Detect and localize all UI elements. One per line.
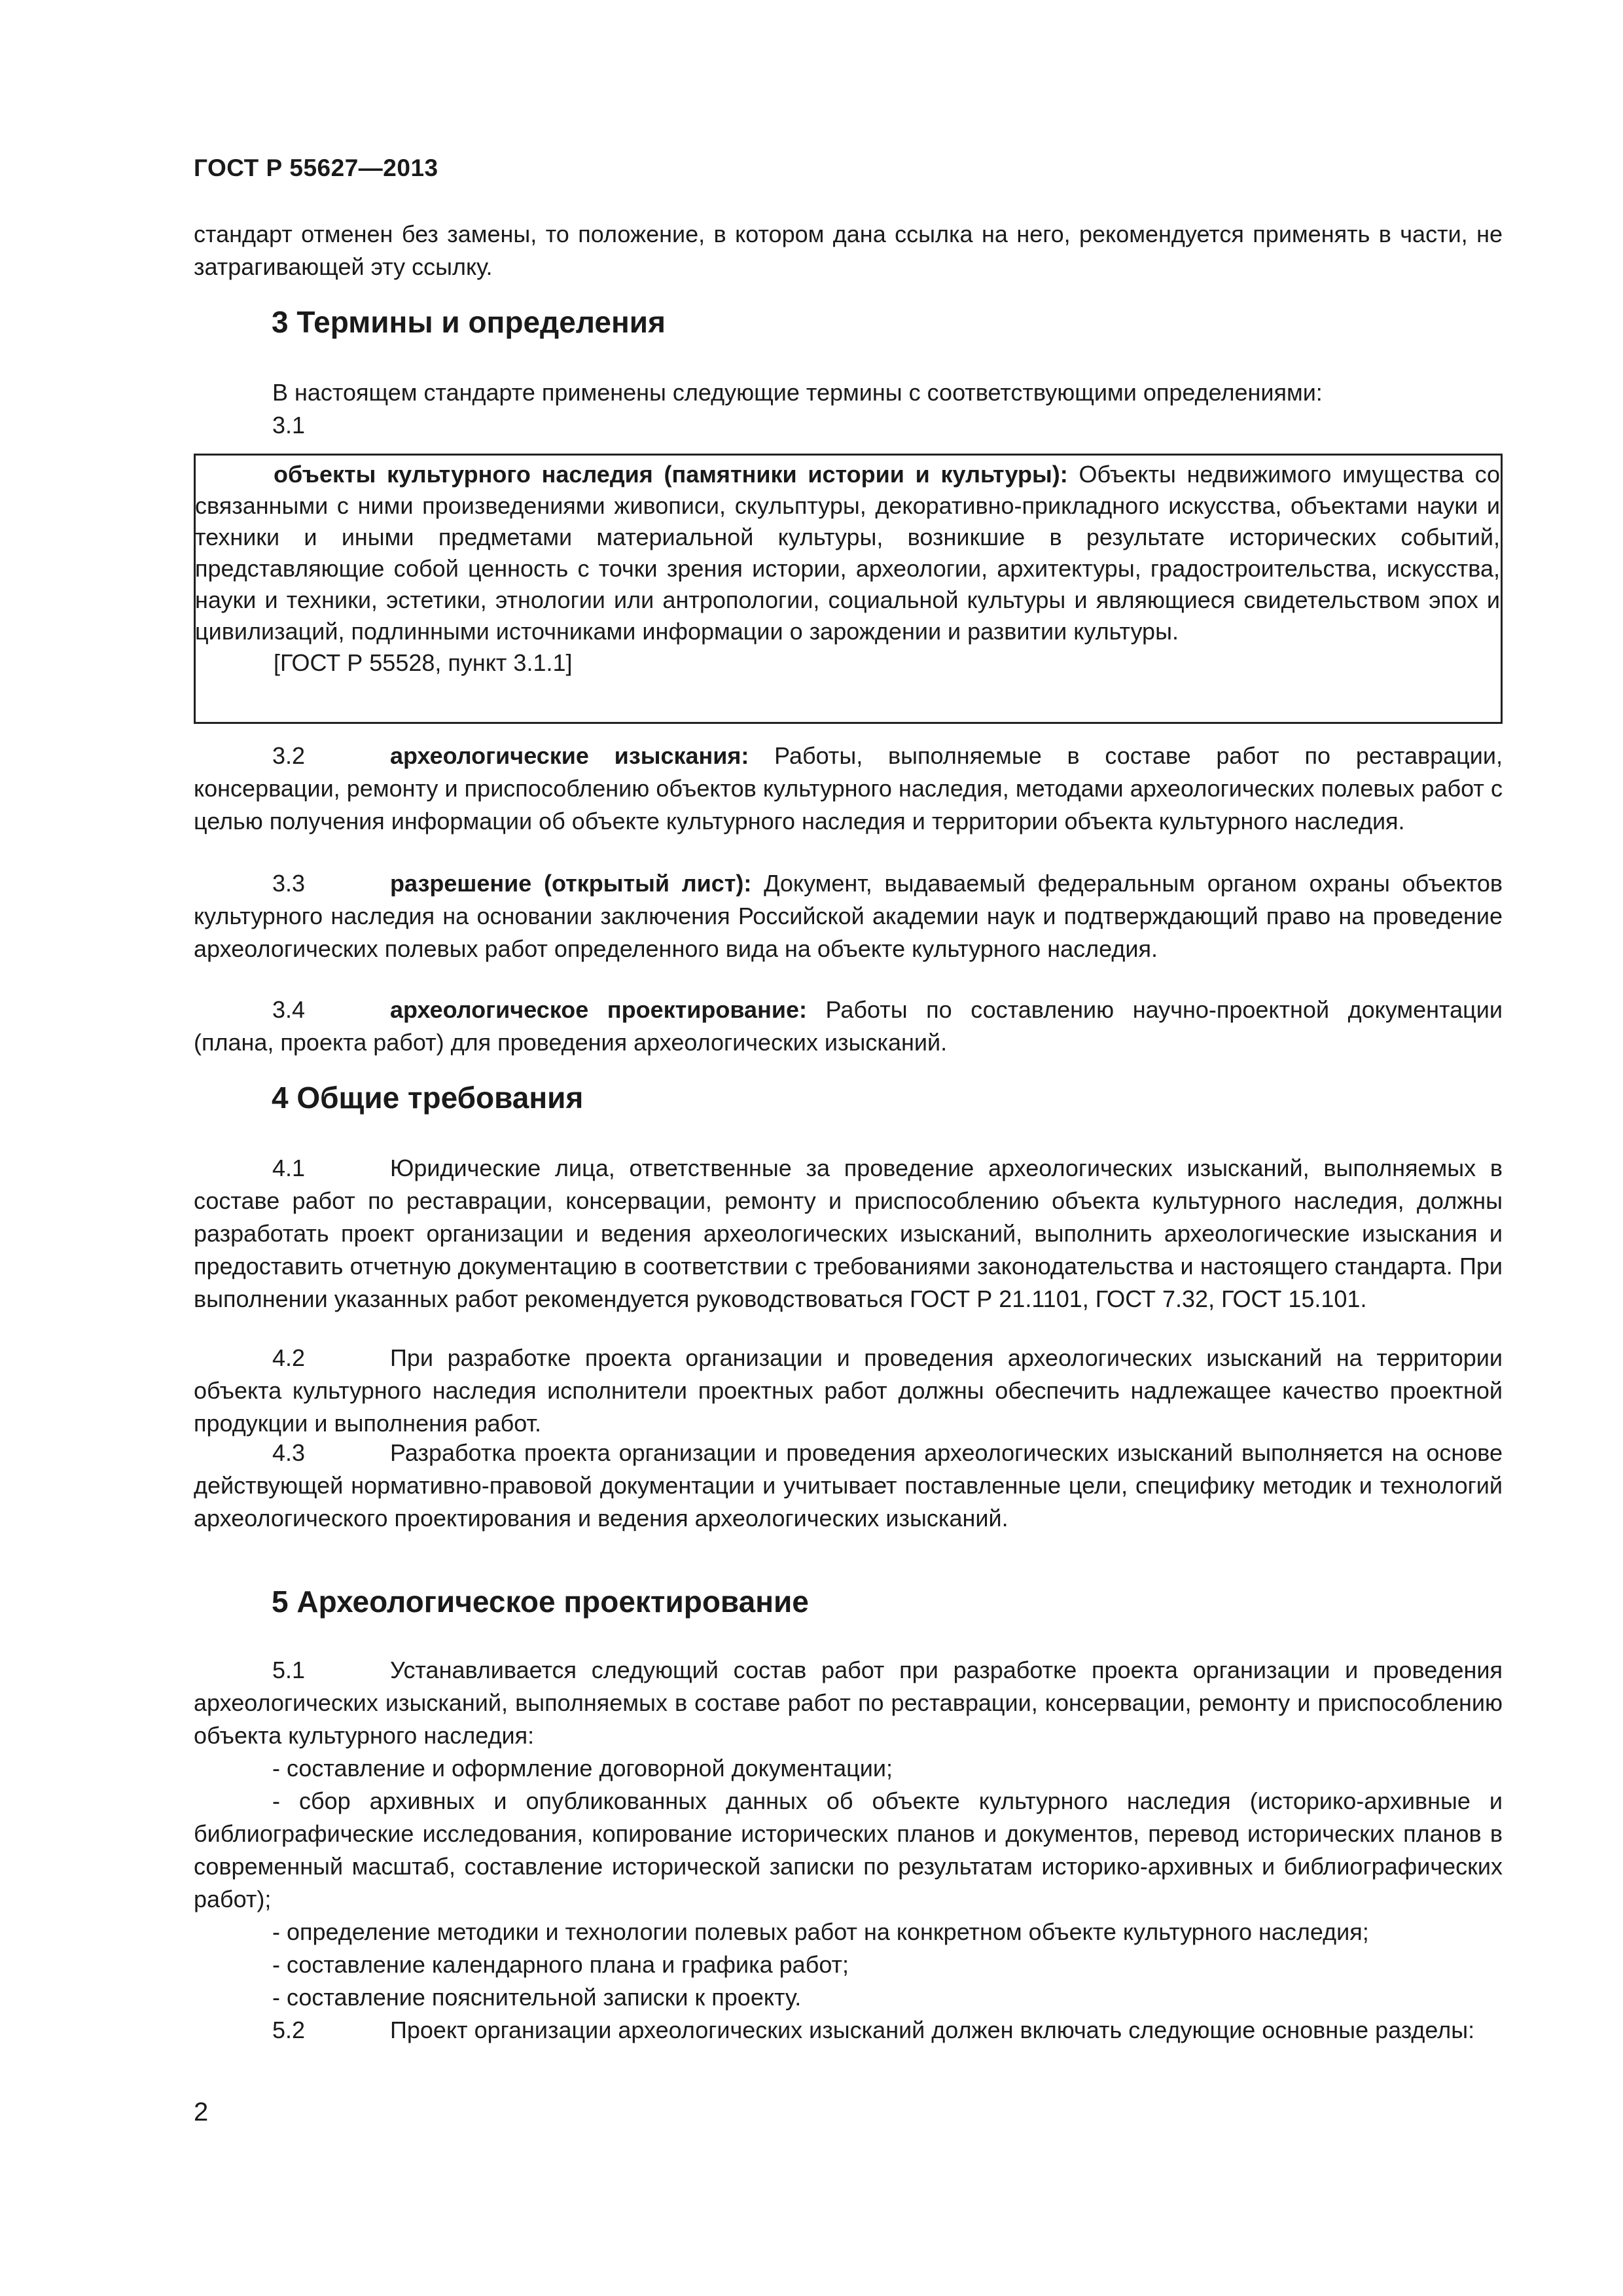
clause-4-2 (194, 1342, 1503, 1440)
section-3-lead: В настоящем стандарте применены следующие термины с соответствующими определениями: (272, 379, 1323, 406)
clause-4-2-number: 4.2 (272, 1344, 306, 1371)
section-4-title: 4 Общие требования (272, 1081, 584, 1115)
list-item: - составление календарного плана и графика работ; (272, 1951, 849, 1978)
term-3-1-text: Объекты недвижимого имущества со связанными с ними произведениями живописи, скульптуры, декоративно-прикладного искусства, объектами науки и техники и иными предметами материальной культуры, возникшие в результате исторических событий, представляющие собой ценность с точки зрения истории, археологии, архитектуры, градостроительства, искусства, науки и техники, эстетики, этнологии или антропологии, социальной культуры и являющиеся свидетельством эпох и цивилизаций, подлинными источниками информации о зарождении и развитии культуры. (195, 461, 1501, 645)
list-item: - сбор архивных и опубликованных данных об объекте культурного наследия (историко-архивные и библиографические исследования, копирование исторических планов и документов, перевод исторических планов в современный масштаб, составление исторической записки по результатам историко-архивных и библиографических работ); (194, 1787, 1503, 1912)
list-item: - составление и оформление договорной документации; (272, 1755, 893, 1782)
clause-5-2 (194, 2014, 1503, 2047)
clause-5-2-text: Проект организации археологических изысканий должен включать следующие основные разделы: (390, 2017, 1475, 2043)
document-header: ГОСТ Р 55627—2013 (194, 154, 438, 181)
section-5-title: 5 Археологическое проектирование (272, 1585, 809, 1619)
page-number: 2 (194, 2098, 209, 2126)
term-3-3-term: разрешение (открытый лист): (390, 870, 752, 897)
term-3-1-term: объекты культурного наследия (памятники истории и культуры): (274, 461, 1068, 488)
term-3-2-term: археологические изыскания: (390, 742, 749, 769)
term-3-2 (194, 740, 1503, 838)
term-3-4-term: археологическое проектирование: (390, 996, 807, 1023)
intro-paragraph: стандарт отменен без замены, то положение, в котором дана ссылка на него, рекомендуется применять в части, не затрагивающей эту ссылку. (194, 221, 1503, 280)
clause-4-3 (194, 1437, 1503, 1535)
clause-5-1 (194, 1654, 1503, 1752)
clause-5-1-number: 5.1 (272, 1657, 306, 1683)
term-3-2-text: Работы, выполняемые в составе работ по реставрации, консервации, ремонту и приспособлению объектов культурного наследия, методами археологических полевых работ с целью получения информации об объекте культурного наследия и территории объекта культурного наследия. (194, 742, 1503, 834)
term-3-4 (194, 994, 1503, 1059)
clause-5-1-text: Устанавливается следующий состав работ при разработке проекта организации и проведения археологических изысканий, выполняемых в составе работ по реставрации, консервации, ремонту и приспособлению объекта культурного наследия: (194, 1657, 1503, 1749)
term-3-1-number: 3.1 (272, 412, 306, 439)
term-3-1-reference: [ГОСТ Р 55528, пункт 3.1.1] (274, 649, 573, 676)
term-3-4-number: 3.4 (272, 996, 306, 1023)
clause-4-3-number: 4.3 (272, 1439, 306, 1466)
list-item: - составление пояснительной записки к проекту. (272, 1984, 802, 2011)
section-3-title: 3 Термины и определения (272, 305, 666, 339)
clause-5-2-number: 5.2 (272, 2017, 306, 2043)
term-3-4-text: Работы по составлению научно-проектной документации (плана, проекта работ) для проведения археологических изысканий. (194, 996, 1503, 1056)
term-3-3 (194, 867, 1503, 965)
term-3-2-number: 3.2 (272, 742, 306, 769)
term-3-3-text: Документ, выдаваемый федеральным органом охраны объектов культурного наследия на основании заключения Российской академии наук и подтверждающий право на проведение археологических полевых работ определенного вида на объекте культурного наследия. (194, 870, 1503, 962)
clause-4-1-text: Юридические лица, ответственные за проведение археологических изысканий, выполняемых в составе работ по реставрации, консервации, ремонту и приспособлению объекта культурного наследия, должны разработать проект организации и ведения археологических изысканий, выполнить археологические изыскания и предоставить отчетную документацию в соответствии с требованиями законодательства и настоящего стандарта. При выполнении указанных работ рекомендуется руководствоваться ГОСТ Р 21.1101, ГОСТ 7.32, ГОСТ 15.101. (194, 1155, 1503, 1312)
clause-4-1 (194, 1152, 1503, 1316)
clause-4-3-text: Разработка проекта организации и проведения археологических изысканий выполняется на основе действующей нормативно-правовой документации и учитывает поставленные цели, специфику методик и технологий археологического проектирования и ведения археологических изысканий. (194, 1439, 1503, 1532)
clause-4-1-number: 4.1 (272, 1155, 306, 1181)
term-3-3-number: 3.3 (272, 870, 306, 897)
list-item: - определение методики и технологии полевых работ на конкретном объекте культурного наследия; (272, 1918, 1369, 1945)
clause-5-1-block (194, 1654, 1503, 2047)
term-3-1-definition (195, 459, 1500, 679)
clause-4-2-text: При разработке проекта организации и проведения археологических изысканий на территории объекта культурного наследия исполнители проектных работ должны обеспечить надлежащее качество проектной продукции и выполнения работ. (194, 1344, 1503, 1437)
